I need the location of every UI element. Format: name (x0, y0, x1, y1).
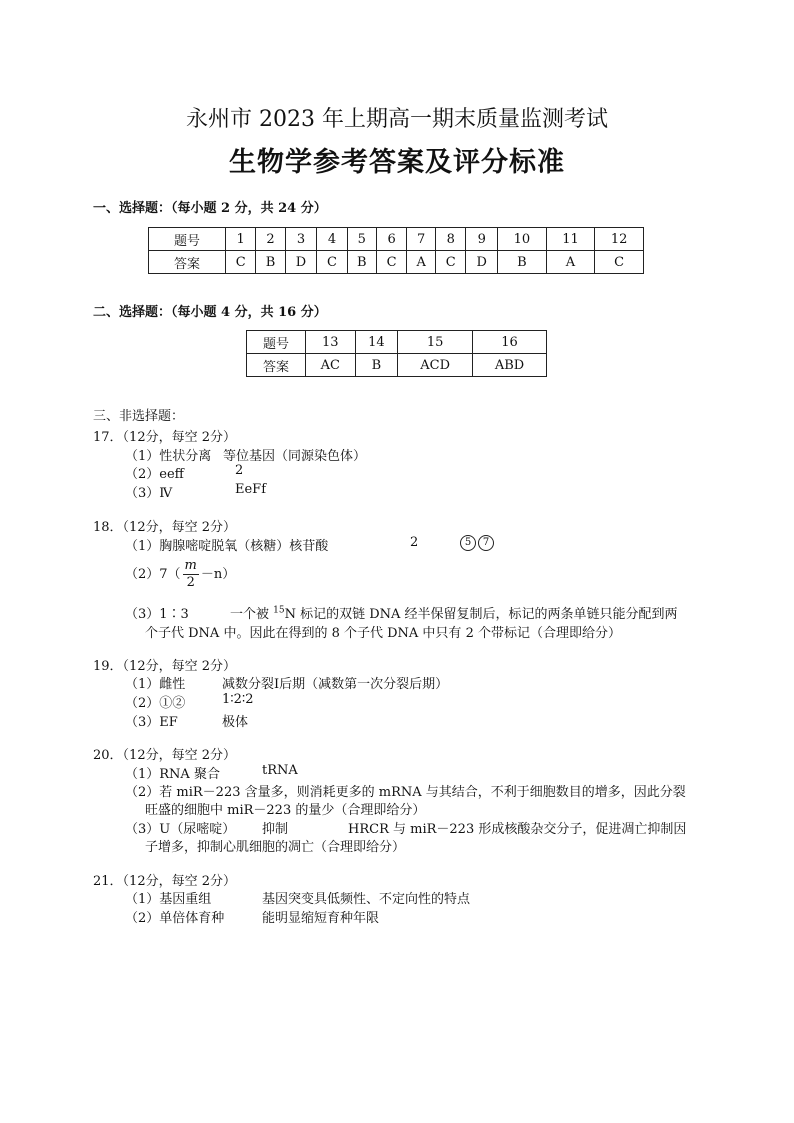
table-cell: ABD (473, 354, 547, 377)
table-cell: C (317, 251, 347, 274)
row-label: 答案 (149, 251, 226, 274)
section1-answer-table (148, 227, 644, 274)
q19-answer-1a: （1）雌性 (125, 677, 186, 692)
q17-answer-1a: （1）性状分离 (125, 449, 212, 464)
q19-answer-2a: （2）①② (125, 696, 186, 711)
q20-answer-3d: 子增多，抑制心肌细胞的凋亡（合理即给分） (145, 840, 406, 855)
q20-answer-1a: （1）RNA 聚合 (125, 767, 220, 782)
q21-answer-1b: 基因突变具低频性、不定向性的特点 (262, 892, 471, 907)
table-cell: 8 (436, 228, 466, 251)
fraction (183, 558, 199, 591)
row-label: 题号 (247, 331, 306, 354)
table-cell: C (226, 251, 256, 274)
table-cell: 12 (595, 228, 644, 251)
q18-answer-1b: 2 (410, 535, 419, 550)
fraction-denominator: 2 (186, 575, 195, 590)
q18-heading: 18．（12分，每空 2分） (93, 520, 236, 535)
q21-answer-2a: （2）单倍体育种 (125, 911, 225, 926)
table-cell: D (285, 251, 317, 274)
q21-answer-2b: 能明显缩短育种年限 (262, 911, 380, 926)
page-title: 永州市 2023 年上期高一期末质量监测考试 (186, 107, 608, 132)
table-cell: A (546, 251, 595, 274)
table-cell: 14 (355, 331, 398, 354)
q18-answer-circled (460, 534, 496, 551)
table-cell: 1 (226, 228, 256, 251)
table-cell: B (498, 251, 547, 274)
q17-answer-3b: EeFf (235, 482, 267, 497)
table-cell: B (347, 251, 376, 274)
table-cell: D (466, 251, 498, 274)
table-cell: C (436, 251, 466, 274)
table-row-answers (149, 251, 644, 274)
table-row-answers (247, 354, 547, 377)
q17-answer-2b: 2 (235, 463, 244, 478)
table-cell: 4 (317, 228, 347, 251)
q18-answer-3a: （3）1∶3 (125, 607, 189, 622)
isotope-superscript: 15 (273, 605, 285, 616)
q17-answer-2a: （2）eeff (125, 467, 184, 482)
q20-answer-3a: （3）U（尿嘧啶） (125, 822, 236, 837)
q18-text: N 标记的双链 DNA 经半保留复制后，标记的两条单链只能分配到两 (284, 607, 678, 622)
table-cell: 15 (398, 331, 473, 354)
section3-heading: 三、非选择题： (93, 409, 185, 424)
q20-answer-2b: 旺盛的细胞中 miR－223 的量少（合理即给分） (145, 803, 426, 818)
table-cell: 2 (256, 228, 285, 251)
q19-answer-3a: （3）EF (125, 715, 178, 730)
q18-answer-1a: （1）胸腺嘧啶脱氧（核糖）核苷酸 (125, 539, 329, 554)
q17-heading: 17．（12分，每空 2分） (93, 430, 236, 445)
q19-answer-3b: 极体 (222, 715, 249, 730)
table-cell: 6 (376, 228, 406, 251)
table-cell: 5 (347, 228, 376, 251)
q17-answer-3a: （3）Ⅳ (125, 486, 173, 501)
section2-answer-table (246, 330, 547, 377)
table-cell: B (256, 251, 285, 274)
table-cell: 11 (546, 228, 595, 251)
table-cell: A (407, 251, 436, 274)
table-cell: 7 (407, 228, 436, 251)
q18-answer-3b (230, 603, 678, 622)
table-cell: 9 (466, 228, 498, 251)
table-cell: 3 (285, 228, 317, 251)
table-row-numbers (149, 228, 644, 251)
q20-answer-2a: （2）若 miR－223 含量多，则消耗更多的 mRNA 与其结合，不利于细胞数目的增多，因此分裂 (125, 785, 686, 800)
q20-answer-3b: 抑制 (262, 822, 289, 837)
section2-heading: 二、选择题：（每小题 4 分，共 16 分） (93, 305, 327, 320)
row-label: 题号 (149, 228, 226, 251)
table-cell: 13 (306, 331, 356, 354)
q19-answer-2b: 1∶2∶2 (222, 692, 254, 707)
table-cell: B (355, 354, 398, 377)
q18-answer-2a: （2）7（ (125, 567, 181, 582)
q19-answer-1b: 减数分裂Ⅰ后期（减数第一次分裂后期） (222, 677, 449, 692)
table-cell: AC (306, 354, 356, 377)
q18-text: 一个被 (230, 607, 274, 622)
q18-answer-2 (125, 558, 235, 591)
section1-heading: 一、选择题：（每小题 2 分，共 24 分） (93, 201, 327, 216)
page-subtitle: 生物学参考答案及评分标准 (229, 147, 565, 178)
q18-answer-2b: －n） (200, 567, 236, 582)
table-cell: 16 (473, 331, 547, 354)
fraction-numerator: m (184, 558, 197, 573)
q19-heading: 19．（12分，每空 2分） (93, 659, 236, 674)
q20-answer-3c: HRCR 与 miR－223 形成核酸杂交分子，促进凋亡抑制因 (348, 822, 687, 837)
table-cell: C (595, 251, 644, 274)
table-cell: 10 (498, 228, 547, 251)
q17-answer-1b: 等位基因（同源染色体） (223, 449, 367, 464)
table-cell: ACD (398, 354, 473, 377)
q20-answer-1b: tRNA (262, 763, 298, 778)
row-label: 答案 (247, 354, 306, 377)
circled-number: 7 (478, 535, 494, 551)
table-cell: C (376, 251, 406, 274)
q18-answer-3c: 个子代 DNA 中。因此在得到的 8 个子代 DNA 中只有 2 个带标记（合理即给分） (145, 626, 621, 641)
q21-answer-1a: （1）基因重组 (125, 892, 212, 907)
circled-number: 5 (460, 535, 476, 551)
q21-heading: 21．（12分，每空 2分） (93, 874, 236, 889)
table-row-numbers (247, 331, 547, 354)
q20-heading: 20．（12分，每空 2分） (93, 748, 236, 763)
